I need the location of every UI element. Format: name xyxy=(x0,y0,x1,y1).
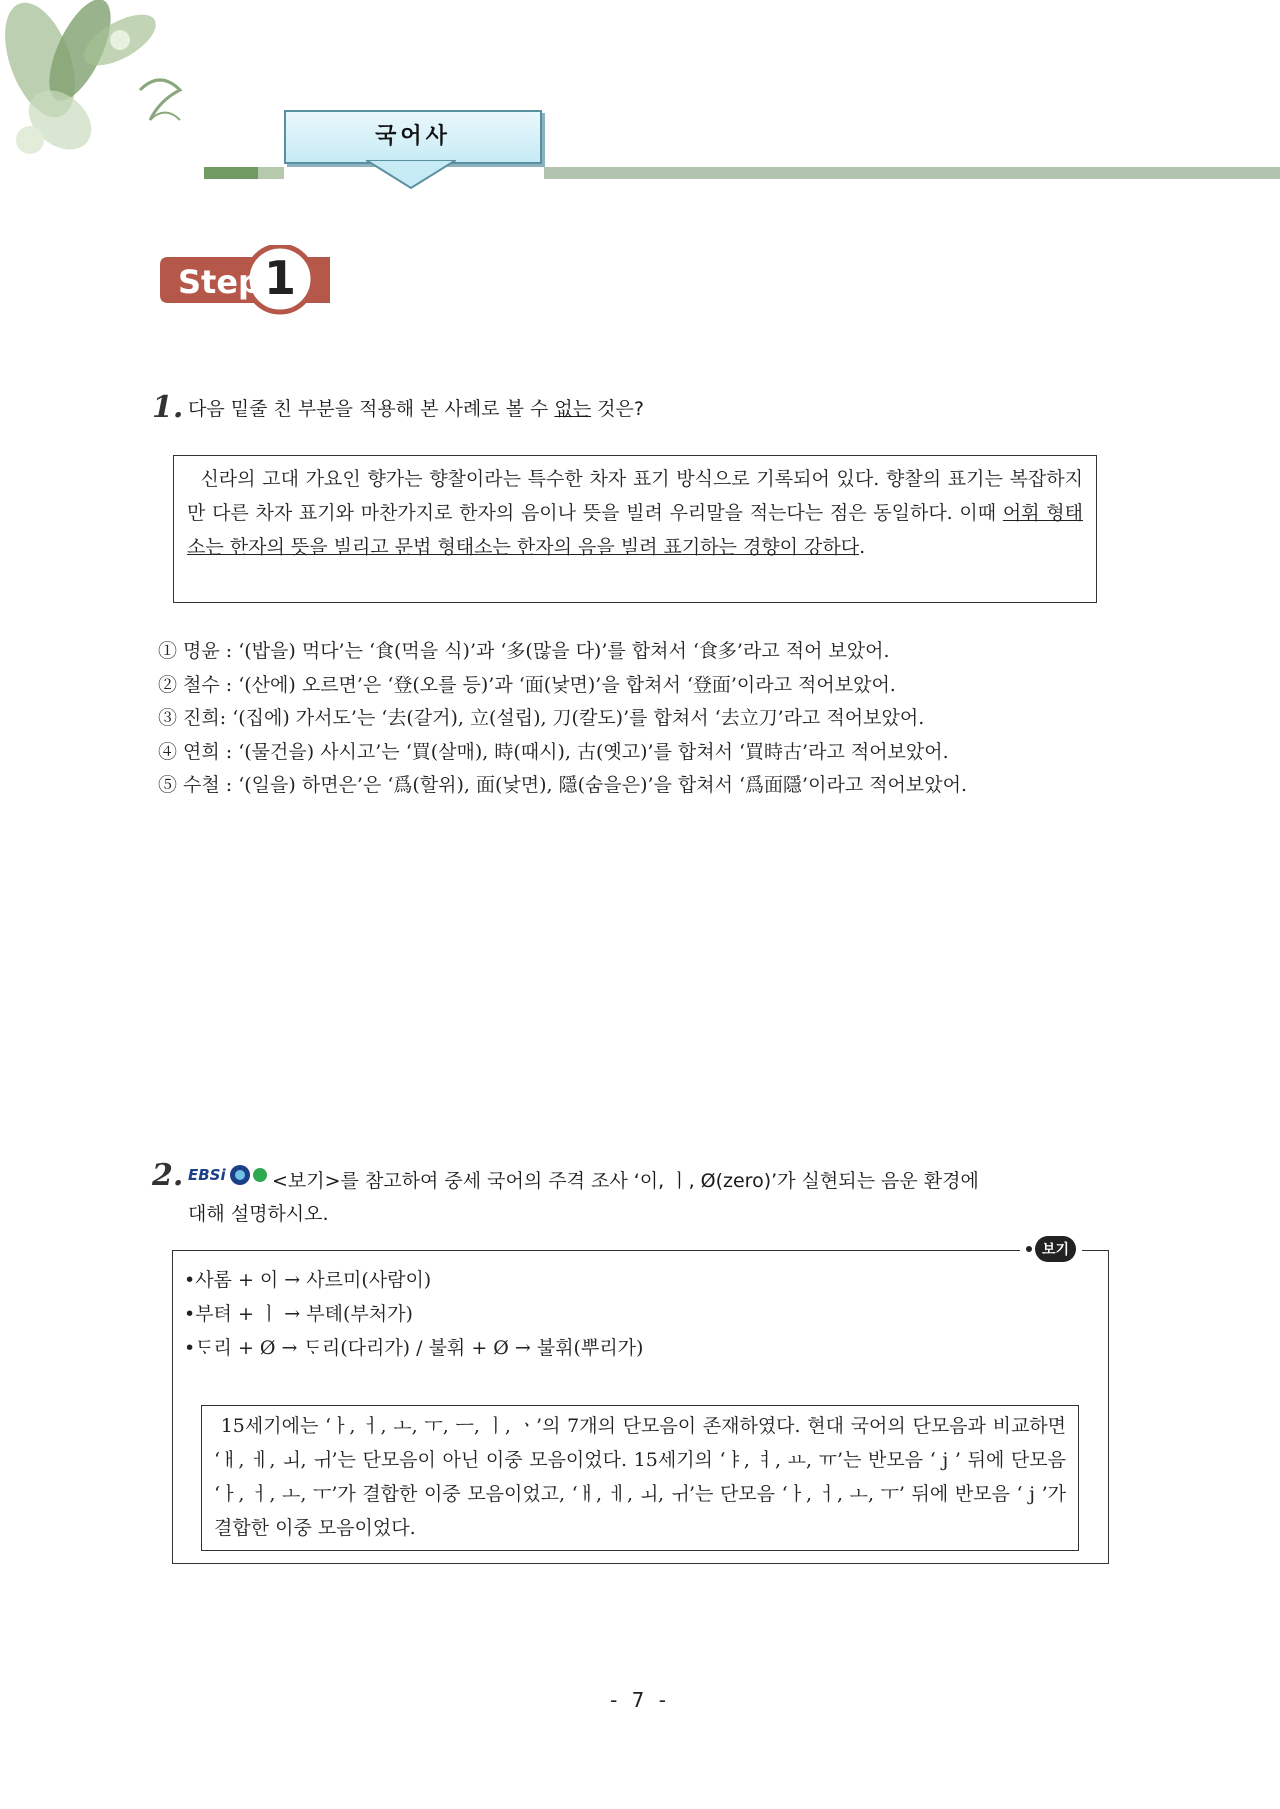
leaf-decoration-image xyxy=(0,0,200,180)
down-arrow-icon xyxy=(366,160,456,190)
bogi-dot-icon xyxy=(1026,1246,1032,1252)
option-5[interactable]: ⑤ 수철 : ‘(일을) 하면은’은 ‘爲(할위), 面(낯면), 隱(숨을은)’을 합쳐서 ‘爲面隱’이라고 적어보았어. xyxy=(158,774,968,796)
question-1-prompt-before: 다음 밑줄 친 부분을 적용해 본 사례로 볼 수 xyxy=(188,398,555,420)
question-1-passage-box xyxy=(173,455,1097,603)
step-label: Step xyxy=(178,263,261,301)
question-1-options xyxy=(158,635,967,803)
question-1-prompt-after: 것은? xyxy=(591,398,644,420)
option-2[interactable]: ② 철수 : ‘(산에) 오르면’은 ‘登(오를 등)’과 ‘面(낯면)’을 합쳐서 ‘登面’이라고 적어보았어. xyxy=(158,673,896,696)
bogi-tag-label: 보기 xyxy=(1035,1236,1076,1262)
passage-text: 신라의 고대 가요인 향가는 향찰이라는 특수한 차자 표기 방식으로 기록되어 있다. 향찰의 표기는 복잡하지만 다른 차자 표기와 마찬가지로 한자의 음이나 뜻을 빌려 우리말을 적는다는 점은 동일하다. 이때 xyxy=(187,468,1083,524)
option-4[interactable]: ④ 연희 : ‘(물건을) 사시고’는 ‘買(살매), 時(때시), 古(옛고)’를 합쳐서 ‘買時古’라고 적어보았어. xyxy=(158,740,949,763)
bogi-example-1: •사롬 + 이 → 사르미(사람이) xyxy=(184,1269,432,1291)
ebsi-logo-icon xyxy=(229,1164,269,1186)
page-number: - 7 - xyxy=(610,1688,670,1712)
header-bar-right xyxy=(544,167,1280,179)
step-badge xyxy=(160,245,330,315)
step-number: 1 xyxy=(264,251,297,305)
bogi-explanation-text: 15세기에는 ‘ㅏ, ㅓ, ㅗ, ㅜ, ㅡ, ㅣ, ㆍ’의 7개의 단모음이 존재하였다. 현대 국어의 단모음과 비교하면 ‘ㅐ, ㅔ, ㅚ, ㅟ’는 단모음이 아닌 이중 모음이었다. 15세기의 ‘ㅑ, ㅕ, ㅛ, ㅠ’는 반모음 ‘ j ’ 뒤에 단모음 ‘ㅏ, ㅓ, ㅗ, ㅜ’가 결합한 이중 모음이었고, ‘ㅐ, ㅔ, ㅚ, ㅟ’는 단모음 ‘ㅏ, ㅓ, ㅗ, ㅜ’ 뒤에 반모음 ‘ j ’가 결합한 이중 모음이었다. xyxy=(214,1415,1067,1539)
passage-end: . xyxy=(859,536,866,558)
bogi-explanation-box xyxy=(201,1405,1079,1551)
section-title-label: 국어사 xyxy=(284,110,542,164)
question-1-number: 1. xyxy=(152,390,184,425)
question-2-prompt-line1: <보기>를 참고하여 중세 국어의 주격 조사 ‘이, ㅣ, Ø(zero)’가 실현되는 음운 환경에 xyxy=(272,1170,979,1192)
ebsi-logo xyxy=(188,1164,269,1186)
passage-underlined-text: 어휘 형태소는 한자의 뜻을 빌리고 문법 형태소는 한자의 음을 빌려 표기하는 경향이 강하다 xyxy=(187,502,1083,558)
bogi-examples xyxy=(184,1263,643,1365)
question-2-number: 2. xyxy=(152,1158,184,1193)
question-2-prompt-line2: 대해 설명하시오. xyxy=(188,1203,329,1225)
option-1[interactable]: ① 명윤 : ‘(밥을) 먹다’는 ‘食(먹을 식)’과 ‘多(많을 다)’를 합쳐서 ‘食多’라고 적어 보았어. xyxy=(158,640,890,662)
option-3[interactable]: ③ 진희: ‘(집에) 가서도’는 ‘去(갈거), 立(설립), 刀(칼도)’를 합쳐서 ‘去立刀’라고 적어보았어. xyxy=(158,707,925,729)
bogi-tag xyxy=(1020,1236,1082,1262)
header-bar-left-light xyxy=(258,167,284,179)
question-1-prompt-emphasis: 없는 xyxy=(554,398,592,420)
ebsi-logo-text: EBSi xyxy=(188,1166,226,1184)
bogi-example-2: •부텨 + ㅣ → 부톄(부처가) xyxy=(184,1303,413,1325)
question-1-prompt xyxy=(188,394,644,421)
bogi-example-3: •ᄃᆞ리 + Ø → ᄃᆞ리(다리가) / 불휘 + Ø → 불휘(뿌리가) xyxy=(184,1337,644,1359)
